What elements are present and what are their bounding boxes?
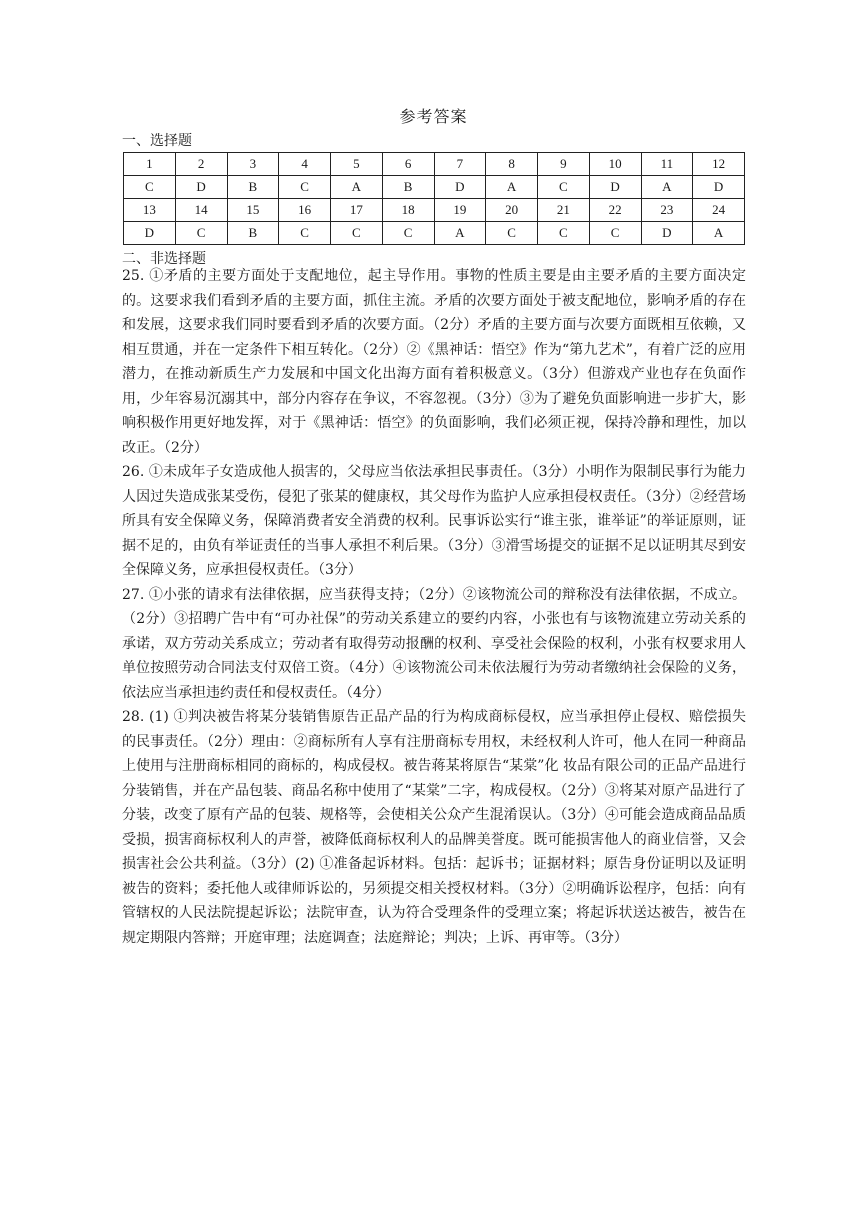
table-cell: 5 [331,153,383,176]
table-cell: 12 [693,153,745,176]
table-cell: 16 [279,199,331,222]
answer-28: 28. (1) ①判决被告将某分装销售原告正品产品的行为构成商标侵权，应当承担停止侵权、赔偿损失的民事责任。（2分）理由：②商标所有人享有注册商标专用权，未经权利人许可，他人在同一种商品上使用与注册商标相同的商标的，构成侵权。被告蒋某将原告“某棠”化 妆品有限公司的正品产品进行分装销售，并在产品包装、商品名称中使用了“某棠”二字，构成侵权。（2分）③将某对原产品进行了分装，改变了原有产品的包装、规格等，会使相关公众产生混淆误认。（3分）④可能会造成商品品质受损，损害商标权利人的声誉，被降低商标权利人的品牌美誉度。既可能损害他人的商业信誉，又会损害社会公共利益。（3分）(2) ①准备起诉材料。包括：起诉书；证据材料；原告身份证明以及证明被告的资料；委托他人或律师诉讼的，另须提交相关授权材料。（3分）②明确诉讼程序，包括：向有管辖权的人民法院提起诉讼；法院审查，认为符合受理条件的受理立案；将起诉状送达被告，被告在规定期限内答辩；开庭审理；法庭调查；法庭辩论；判决；上诉、再审等。（3分） [122,709,746,946]
table-cell: D [175,176,227,199]
answer-27: 27. ①小张的请求有法律依据，应当获得支持；（2分）②该物流公司的辩称没有法律依据，不成立。（2分）③招聘广告中有“可办社保”的劳动关系建立的要约内容，小张也有与该物流建立劳动关系的承诺，双方劳动关系成立；劳动者有取得劳动报酬的权利、享受社会保险的权利，小张有权要求用人单位按照劳动合同法支付双倍工资。（4分）④该物流公司未依法履行为劳动者缴纳社会保险的义务，依法应当承担违约责任和侵权责任。（4分） [122,586,746,701]
table-cell: C [589,222,641,245]
table-row [124,222,745,245]
table-cell: 13 [124,199,176,222]
table-cell: B [382,176,434,199]
table-cell: 9 [538,153,590,176]
table-cell: C [279,176,331,199]
table-row [124,153,745,176]
table-cell: 3 [227,153,279,176]
answer-25: 25. ①矛盾的主要方面处于支配地位，起主导作用。事物的性质主要是由主要矛盾的主要方面决定的。这要求我们看到矛盾的主要方面，抓住主流。矛盾的次要方面处于被支配地位，影响矛盾的存在和发展，这要求我们同时要看到矛盾的次要方面。（2分）矛盾的主要方面与次要方面既相互依赖，又相互贯通，并在一定条件下相互转化。（2分）②《黑神话：悟空》作为“第九艺术”，有着广泛的应用潜力，在推动新质生产力发展和中国文化出海方面有着积极意义。（3分）但游戏产业也存在负面作用，少年容易沉溺其中，部分内容存在争议，不容忽视。（3分）③为了避免负面影响进一步扩大，影响积极作用更好地发挥，对于《黑神话：悟空》的负面影响，我们必须正视，保持冷静和理性，加以改正。（2分） [122,268,746,456]
table-cell: C [486,222,538,245]
table-cell: C [538,222,590,245]
table-cell: 23 [641,199,693,222]
table-cell: 10 [589,153,641,176]
table-cell: 20 [486,199,538,222]
table-cell: A [641,176,693,199]
table-cell: 22 [589,199,641,222]
table-cell: D [589,176,641,199]
table-cell: D [434,176,486,199]
answer-body [122,264,746,950]
table-cell: A [331,176,383,199]
table-cell: 1 [124,153,176,176]
table-cell: 18 [382,199,434,222]
table-cell: 8 [486,153,538,176]
table-cell: B [227,222,279,245]
answer-table [123,152,745,245]
page-title: 参考答案 [399,107,468,126]
table-cell: 7 [434,153,486,176]
table-cell: 2 [175,153,227,176]
table-cell: 6 [382,153,434,176]
table-cell: 11 [641,153,693,176]
table-cell: 4 [279,153,331,176]
table-row [124,176,745,199]
table-cell: D [693,176,745,199]
table-cell: D [641,222,693,245]
answer-26: 26. ①未成年子女造成他人损害的，父母应当依法承担民事责任。（3分）小明作为限制民事行为能力人因过失造成张某受伤，侵犯了张某的健康权，其父母作为监护人应承担侵权责任。（3分）②经营场所具有安全保障义务，保障消费者安全消费的权利。民事诉讼实行“谁主张，谁举证”的举证原则，证据不足的，由负有举证责任的当事人承担不利后果。（3分）③滑雪场提交的证据不足以证明其尽到安全保障义务，应承担侵权责任。（3分） [122,464,746,578]
table-cell: D [124,222,176,245]
table-cell: C [175,222,227,245]
section-heading-choice: 一、选择题 [122,133,192,149]
table-cell: 15 [227,199,279,222]
table-cell: C [279,222,331,245]
table-cell: 19 [434,199,486,222]
table-cell: A [486,176,538,199]
table-cell: A [434,222,486,245]
section-heading-nonchoice: 二、非选择题 [122,251,206,267]
table-cell: C [538,176,590,199]
table-cell: A [693,222,745,245]
table-cell: 14 [175,199,227,222]
table-cell: B [227,176,279,199]
table-cell: C [124,176,176,199]
table-cell: 17 [331,199,383,222]
table-cell: C [331,222,383,245]
table-row [124,199,745,222]
table-cell: 21 [538,199,590,222]
table-cell: 24 [693,199,745,222]
table-cell: C [382,222,434,245]
